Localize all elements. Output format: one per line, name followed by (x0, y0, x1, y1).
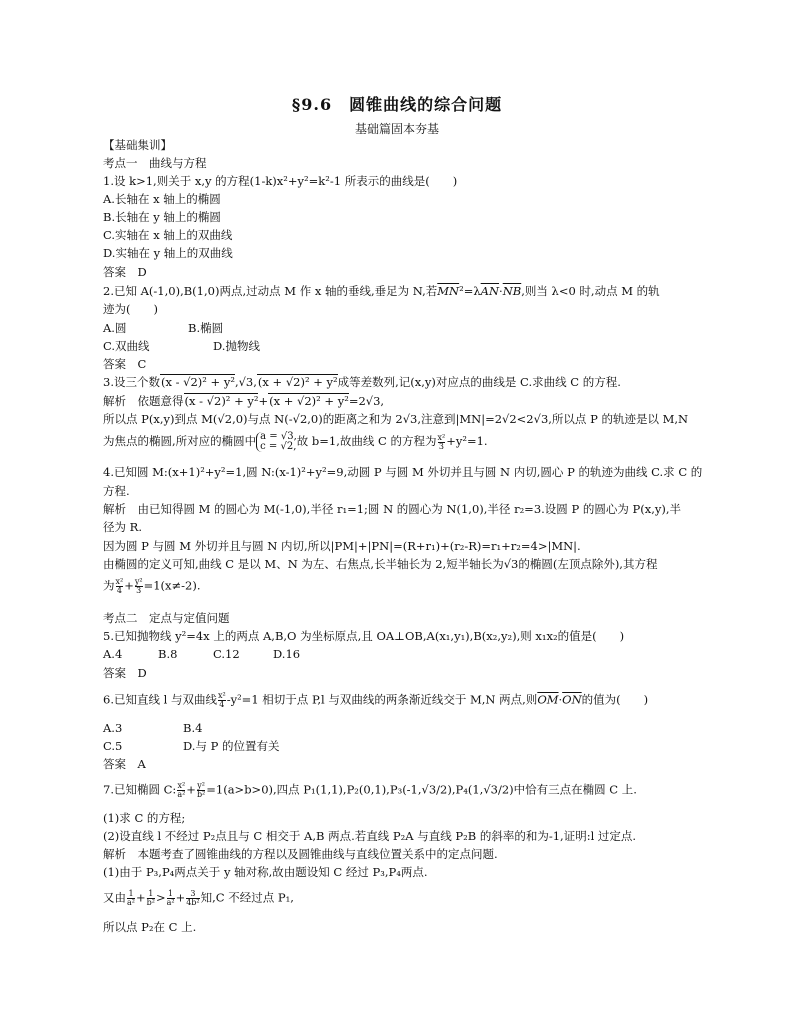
q6-option-c: C.5 (103, 739, 123, 753)
q2-option-d: D.抛物线 (213, 339, 260, 353)
vector-nb: $\overline{NB}$ (502, 284, 522, 298)
q3-stem-a: 3.设三个数 (103, 375, 160, 389)
frac-num: x² (177, 781, 186, 790)
frac-num: 1 (128, 889, 134, 898)
q2-stem-line2: 迹为( ) (103, 302, 158, 316)
q5-option-c: C.12 (213, 647, 240, 661)
system-eq-1: a = √3, (260, 431, 297, 442)
q2-option-a: A.圆 (103, 321, 127, 335)
plus-sign: + (135, 890, 146, 905)
q1-stem: 1.设 k>1,则关于 x,y 的方程(1-k)x²+y²=k²-1 所表示的曲线是( ) (103, 174, 458, 188)
q1-option-d: D.实轴在 y 轴上的双曲线 (103, 246, 233, 260)
q4-sol5-a: 为 (103, 578, 115, 593)
fraction-1-a2 (167, 890, 175, 907)
q1-option-a: A.长轴在 x 轴上的椭圆 (103, 192, 221, 206)
frac-den: a² (127, 898, 135, 907)
frac-num: 3 (186, 890, 199, 899)
dot-operator: · (499, 284, 503, 298)
q7-sol3-b: 知,C 不经过点 P₁, (200, 890, 294, 905)
q2-stem-a: 2.已知 A(-1,0),B(1,0)两点,过动点 M 作 x 轴的垂线,垂足为 N,若 (103, 284, 438, 298)
q3-solution-line3 (103, 432, 488, 452)
fraction-y2-3 (135, 578, 143, 595)
q4-solution-line5 (103, 578, 201, 595)
q2-options-row2 (103, 339, 260, 354)
q6-stem-c: 的值为( ) (581, 692, 649, 707)
q2-option-b: B.椭圆 (188, 321, 224, 335)
plus-sign: + (124, 578, 134, 593)
fraction-3-4b2 (186, 890, 199, 907)
q6-option-b: B.4 (183, 721, 203, 735)
q4-solution-line2: 径为 R. (103, 520, 142, 534)
dot-operator: · (558, 692, 563, 707)
topic-heading-1: 考点一 曲线与方程 (103, 156, 207, 170)
q2-answer: 答案 C (103, 357, 147, 371)
q6-stem-a: 6.已知直线 l 与双曲线 (103, 692, 217, 707)
q3-line4-c: +y²=1. (446, 434, 488, 448)
q7-stem-c: ,P₄ (451, 782, 468, 797)
q1-option-c: C.实轴在 x 轴上的双曲线 (103, 228, 233, 242)
frac-den: b² (146, 898, 155, 907)
q3-solution-line1 (103, 394, 384, 409)
q7-solution-line3 (103, 890, 294, 907)
frac-den: a² (166, 898, 175, 907)
q3-stem (103, 375, 621, 390)
q4-stem-line2: 方程. (103, 484, 130, 498)
q7-solution-line4: 所以点 P₂在 C 上. (103, 920, 197, 934)
q4-solution-line4: 由椭圆的定义可知,曲线 C 是以 M、N 为左、右焦点,长半轴长为 2,短半轴长为√3的椭圆(左顶点除外),其方程 (103, 557, 658, 571)
q2-stem-c: ,则当 λ<0 时,动点 M 的轨 (521, 284, 660, 298)
frac-num: x² (437, 432, 446, 442)
frac-den: 4 (219, 700, 225, 709)
q6-options-row1 (103, 721, 202, 736)
fraction-y2-b2 (197, 782, 205, 799)
q4-sol5-b: =1(x≠-2). (143, 578, 201, 593)
q3-line4-a: 为焦点的椭圆,所对应的椭圆中 (103, 434, 257, 448)
frac-den: 4b² (186, 898, 200, 907)
q5-answer: 答案 D (103, 666, 147, 680)
frac-num: x² (217, 691, 226, 700)
q7-solution-line1: 解析 本题考查了圆锥曲线的方程以及圆锥曲线与直线位置关系中的定点问题. (103, 847, 498, 861)
frac-den: 4 (116, 586, 122, 595)
point-p4-coords: (1,√3/2) (467, 782, 514, 797)
fraction-1-a2 (127, 890, 135, 907)
frac-num: 1 (168, 889, 174, 898)
q3-stem-b: 成等差数列,记(x,y)对应点的曲线是 C.求曲线 C 的方程. (337, 375, 621, 389)
q3-sep: ,√3, (234, 375, 257, 389)
frac-den: a² (177, 790, 186, 799)
greater-than: > (155, 890, 166, 905)
q7-stem-a: 7.已知椭圆 C: (103, 782, 177, 797)
q2-option-c: C.双曲线 (103, 339, 150, 353)
q5-option-b: B.8 (158, 647, 178, 661)
fraction-x2-4 (116, 578, 124, 595)
equation-system (256, 432, 297, 452)
q6-answer: 答案 A (103, 757, 146, 771)
q6-options-row2 (103, 739, 280, 754)
fraction-1-b2 (147, 890, 155, 907)
vector-an: $\overline{AN}$ (480, 284, 500, 298)
q7-sol3-a: 又由 (103, 890, 126, 905)
q3-solution-line2: 所以点 P(x,y)到点 M(√2,0)与点 N(-√2,0)的距离之和为 2√3,注意到|MN|=2√2<2√3,所以点 P 的轨迹是以 M,N (103, 412, 689, 426)
q2-stem (103, 284, 660, 299)
topic-heading-2: 考点二 定点与定值问题 (103, 611, 230, 625)
q6-option-a: A.3 (103, 721, 123, 735)
frac-num: x² (115, 577, 124, 586)
fraction-x2-a2 (177, 782, 185, 799)
frac-den: 3 (438, 441, 444, 451)
q1-answer: 答案 D (103, 265, 147, 279)
sqrt-expression-4: (x + √2)² + y² (269, 394, 349, 408)
q5-option-d: D.16 (273, 647, 301, 661)
q3-sol-b: =2√3, (348, 394, 385, 408)
q7-part2: (2)设直线 l 不经过 P₂点且与 C 相交于 A,B 两点.若直线 P₂A 与直线 P₂B 的斜率的和为-1,证明:l 过定点. (103, 829, 637, 843)
page-subtitle: 基础篇固本夯基 (354, 122, 439, 136)
vector-on: $\overline{ON}$ (562, 692, 582, 707)
system-eq-2: c = √2, (260, 441, 297, 452)
plus-sign: + (186, 782, 196, 797)
q6-stem (103, 692, 648, 709)
point-p3-coords: (-1,√3/2) (402, 782, 452, 797)
q5-option-a: A.4 (103, 647, 123, 661)
section-label: 【基础集训】 (103, 138, 172, 152)
sqrt-expression-3: (x - √2)² + y² (184, 394, 259, 408)
plus-sign: + (258, 394, 269, 408)
q6-stem-b: -y²=1 相切于点 P,l 与双曲线的两条渐近线交于 M,N 两点,则 (226, 692, 538, 707)
frac-num: y² (197, 781, 205, 790)
frac-den: 3 (136, 586, 142, 595)
frac-num: y² (134, 577, 143, 586)
q7-stem-d: 中恰有三点在椭圆 C 上. (513, 782, 637, 797)
q5-stem: 5.已知抛物线 y²=4x 上的两点 A,B,O 为坐标原点,且 OA⊥OB,A(x₁,y₁),B(x₂,y₂),则 x₁x₂的值是( ) (103, 629, 625, 643)
q7-solution-line2: (1)由于 P₃,P₄两点关于 y 轴对称,故由题设知 C 经过 P₃,P₄两点. (103, 865, 428, 879)
frac-den: b² (196, 790, 206, 799)
q7-stem-b: =1(a>b>0),四点 P₁(1,1),P₂(0,1),P₃ (206, 782, 403, 797)
q4-stem-line1: 4.已知圆 M:(x+1)²+y²=1,圆 N:(x-1)²+y²=9,动圆 P 与圆 M 外切并且与圆 N 内切,圆心 P 的轨迹为曲线 C.求 C 的 (103, 465, 703, 479)
q7-stem (103, 782, 637, 799)
q3-sol-a: 解析 依题意得 (103, 394, 184, 408)
vector-om: $\overline{OM}$ (537, 692, 559, 707)
q5-options (103, 647, 300, 662)
frac-num: 1 (148, 889, 154, 898)
q7-part1: (1)求 C 的方程; (103, 811, 186, 825)
q2-options-row1 (103, 321, 223, 336)
q3-line4-b: 故 b=1,故曲线 C 的方程为 (296, 434, 437, 448)
plus-sign: + (175, 890, 186, 905)
sqrt-expression-2: (x + √2)² + y² (257, 375, 338, 389)
vector-mn: $\overline{MN}$ (437, 284, 460, 298)
fraction-x2-3 (438, 434, 446, 451)
page-title: §9.6 圆锥曲线的综合问题 (291, 95, 503, 114)
q2-stem-b: ²=λ (459, 284, 481, 298)
q1-option-b: B.长轴在 y 轴上的椭圆 (103, 210, 221, 224)
q4-solution-line1: 解析 由已知得圆 M 的圆心为 M(-1,0),半径 r₁=1;圆 N 的圆心为 N(1,0),半径 r₂=3.设圆 P 的圆心为 P(x,y),半 (103, 502, 681, 516)
q6-option-d: D.与 P 的位置有关 (183, 739, 280, 753)
fraction-x2-4 (218, 692, 226, 709)
q4-solution-line3: 因为圆 P 与圆 M 外切并且与圆 N 内切,所以|PM|+|PN|=(R+r₁)+(r₂-R)=r₁+r₂=4>|MN|. (103, 539, 581, 553)
sqrt-expression-1: (x - √2)² + y² (160, 375, 235, 389)
